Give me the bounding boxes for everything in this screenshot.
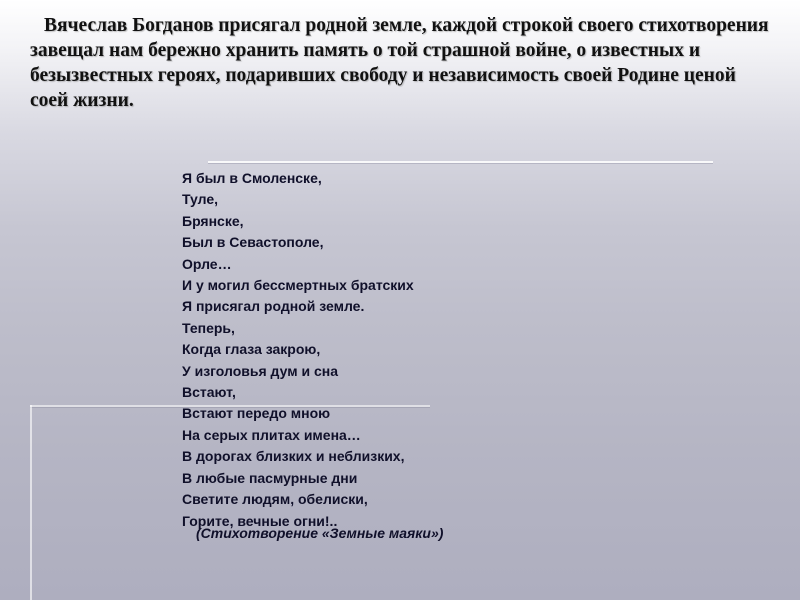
intro-paragraph: Вячеслав Богданов присягал родной земле, каждой строкой своего стихотворения завещал нам бережно хранить память о той страшной войне, о известных и безызвестных героях, подаривших свободу и независимость своей Родине ценой соей жизни. [30, 15, 769, 111]
poem-text [182, 168, 414, 532]
poem-line: Когда глаза закрою, [182, 341, 321, 358]
poem-line: Я был в Смоленске, [182, 170, 322, 186]
poem-line: На серых плитах имена… [182, 426, 361, 443]
poem-line: Я присягал родной земле. [182, 298, 365, 315]
poem-line: Орле… [182, 255, 232, 272]
poem-line: Теперь, [182, 319, 235, 336]
poem-caption: (Стихотворение «Земные маяки») [196, 525, 444, 541]
poem-line: Встают передо мною [182, 405, 331, 422]
poem-line: И у могил бессмертных братских [182, 277, 414, 294]
poem-line: В дорогах близких и неблизких, [182, 448, 405, 465]
poem-line: У изголовья дум и сна [182, 362, 338, 379]
left-vertical-line [30, 405, 32, 600]
poem-line: Горите, вечные огни!.. [182, 512, 338, 529]
poem-line: Светите людям, обелиски, [182, 491, 368, 508]
poem-line: Брянске, [182, 212, 244, 229]
poem-line: В любые пасмурные дни [182, 469, 358, 486]
poem-line: Встают, [182, 384, 236, 401]
top-divider-line [208, 161, 713, 163]
poem-line: Был в Севастополе, [182, 234, 324, 251]
poem-line: Туле, [182, 191, 219, 208]
